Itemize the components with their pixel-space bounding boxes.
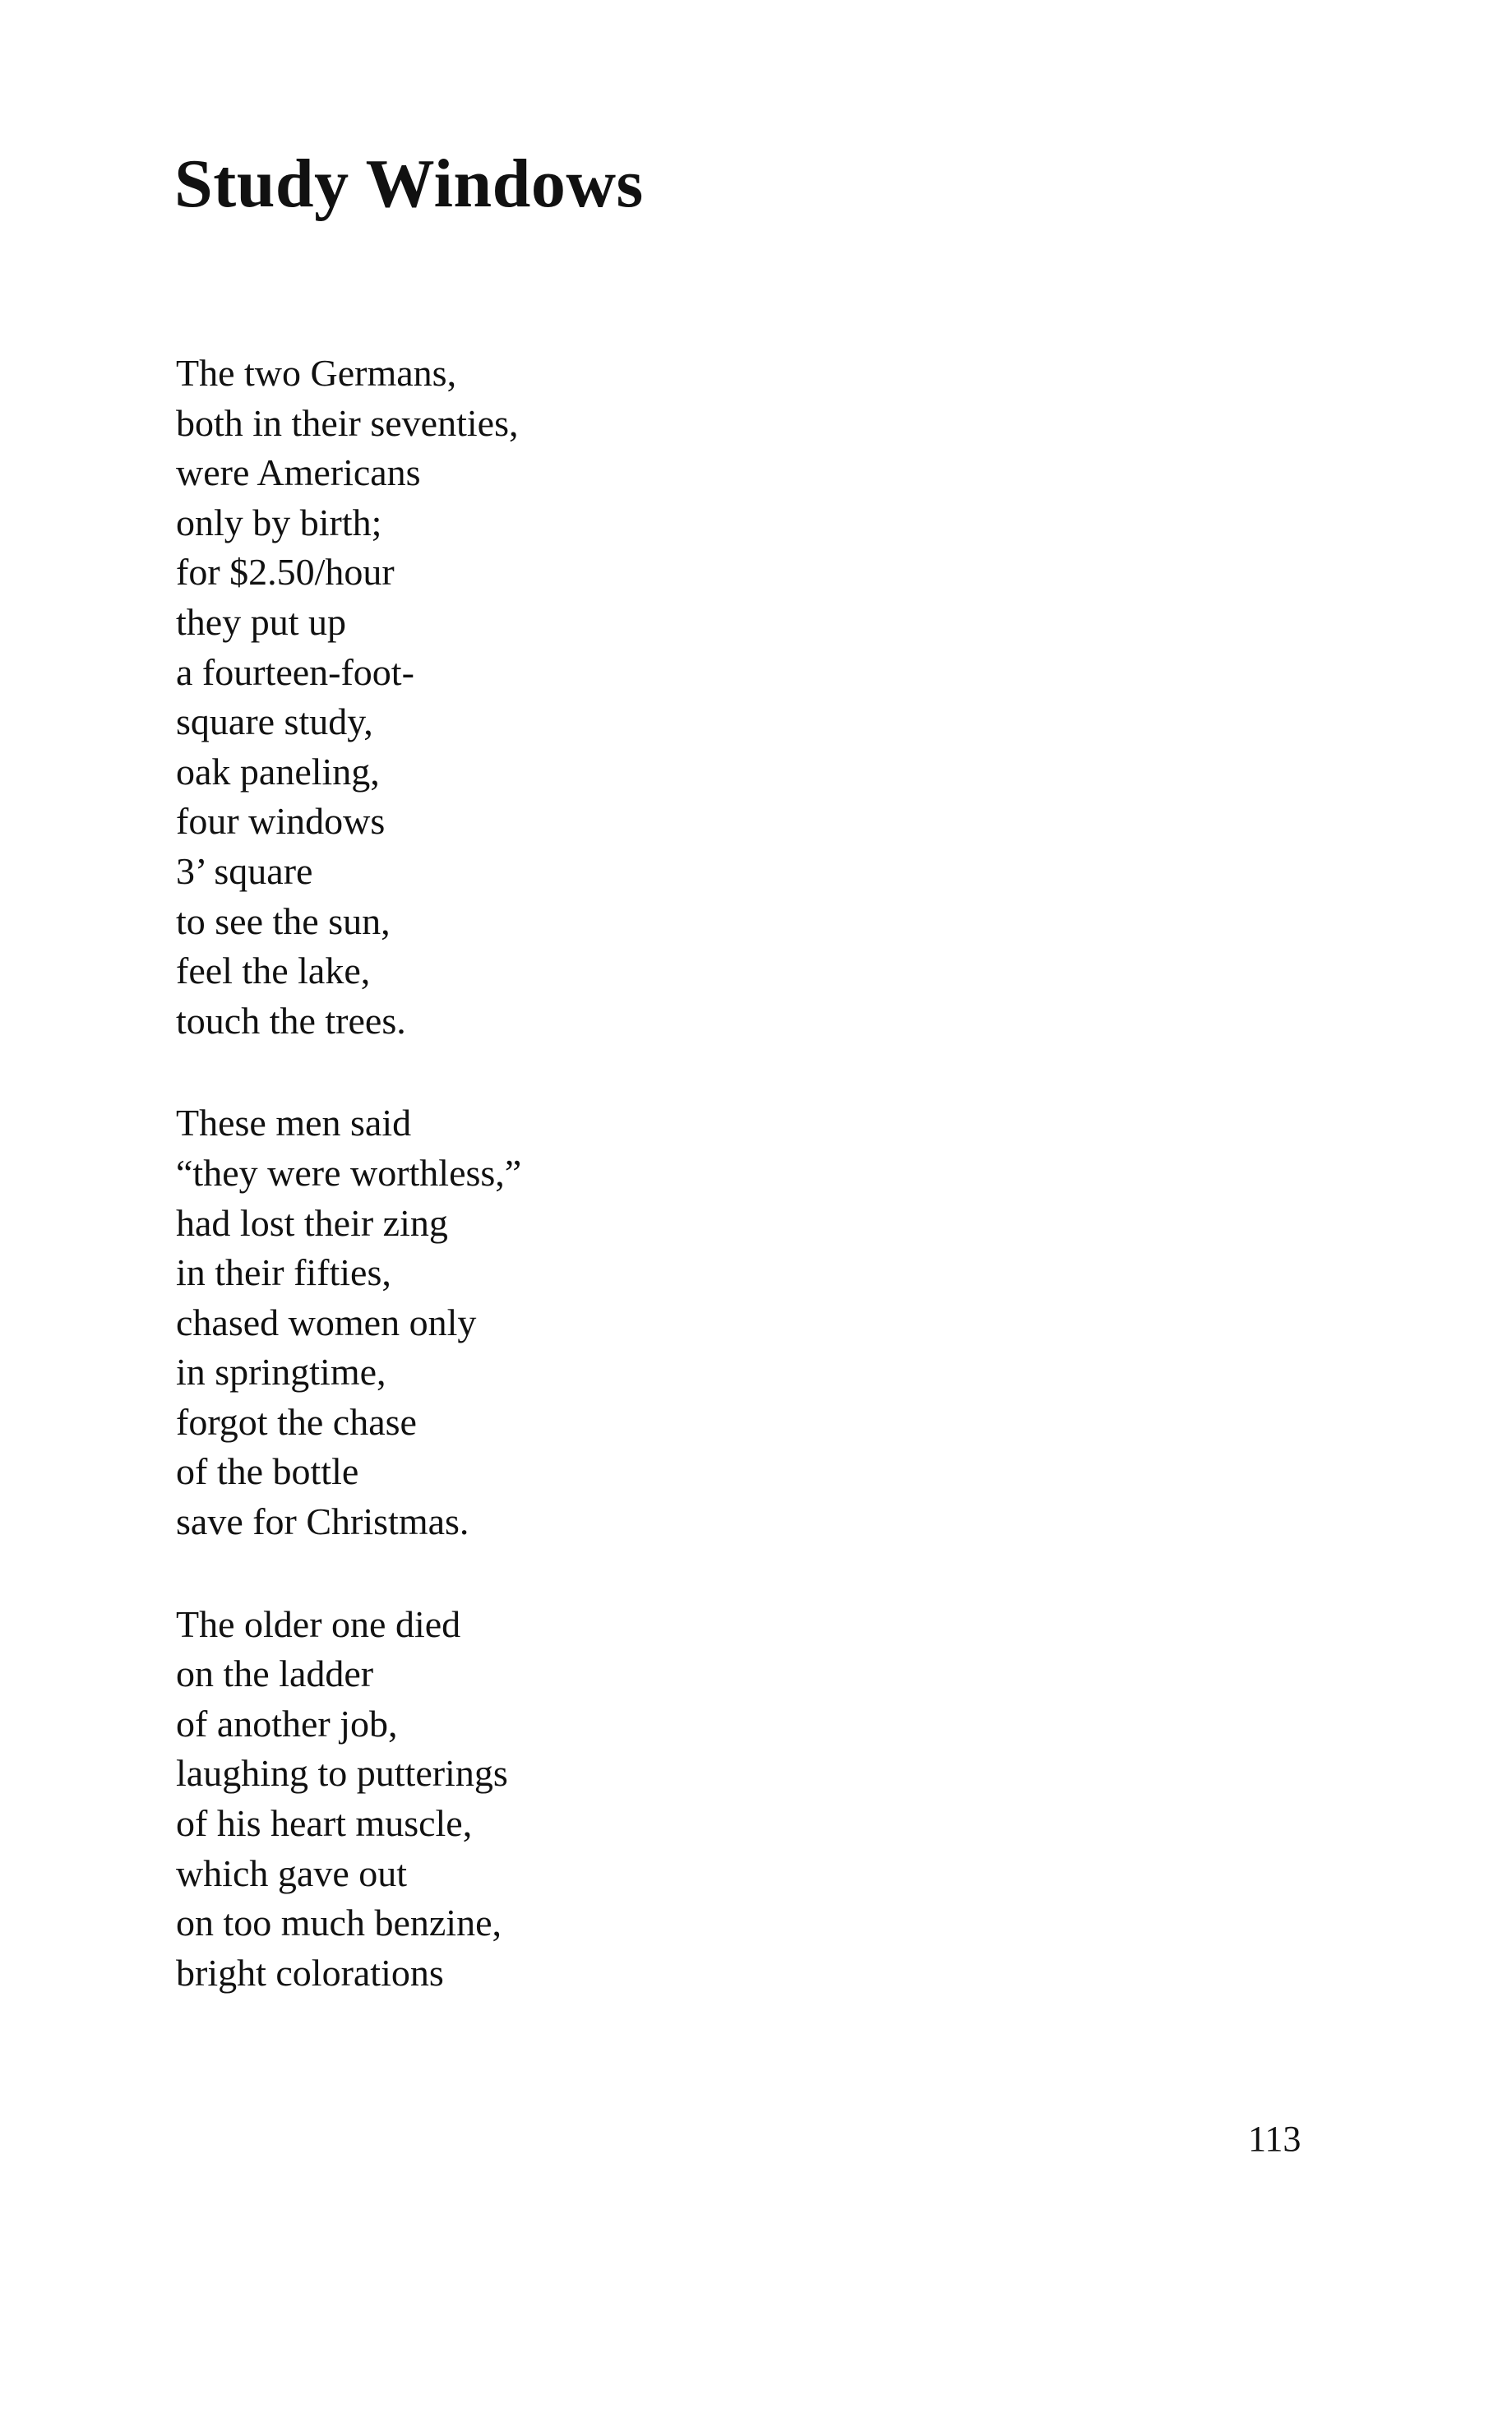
poem-line: 3’ square — [176, 849, 313, 892]
poem-line: had lost their zing — [176, 1201, 448, 1244]
poem-line: they put up — [176, 600, 346, 643]
poem-line: touch the trees. — [176, 999, 406, 1042]
stanza-3 — [176, 1600, 1327, 1999]
poem-line: on too much benzine, — [176, 1902, 502, 1944]
stanza-2 — [176, 1098, 1327, 1546]
poem-line: to see the sun, — [176, 899, 391, 942]
poem-line: of the bottle — [176, 1450, 359, 1493]
poem-line: These men said — [176, 1102, 412, 1144]
poem-line: which gave out — [176, 1851, 408, 1894]
poem-line: square study, — [176, 700, 373, 743]
poem-line: laughing to putterings — [176, 1752, 508, 1795]
poem-line: both in their seventies, — [176, 401, 519, 444]
poem-title: Study Windows — [174, 146, 644, 222]
poem-line: bright colorations — [176, 1951, 444, 1994]
stanza-1 — [176, 349, 1327, 1046]
poem-line: of another job, — [176, 1702, 398, 1745]
poem-line: forgot the chase — [176, 1400, 417, 1443]
poem-line: on the ladder — [176, 1653, 374, 1695]
page-number: 113 — [1248, 2119, 1302, 2159]
poem-line: The older one died — [176, 1602, 461, 1645]
poem-line: were Americans — [176, 451, 421, 494]
poem-line: a fourteen-foot- — [176, 650, 414, 693]
poem-line: feel the lake, — [176, 950, 371, 992]
poem-line: “they were worthless,” — [176, 1151, 522, 1194]
poem-line: oak paneling, — [176, 750, 380, 793]
poem-line: of his heart muscle, — [176, 1802, 473, 1845]
poem-line: in springtime, — [176, 1351, 386, 1394]
poem-body — [176, 349, 1327, 2050]
poem-line: only by birth; — [176, 501, 382, 543]
poem-line: for $2.50/hour — [176, 551, 395, 594]
poem-line: chased women only — [176, 1301, 477, 1343]
poem-line: The two Germans, — [176, 352, 457, 394]
poem-line: save for Christmas. — [176, 1500, 469, 1543]
poem-line: four windows — [176, 800, 386, 843]
poem-line: in their fifties, — [176, 1251, 391, 1294]
